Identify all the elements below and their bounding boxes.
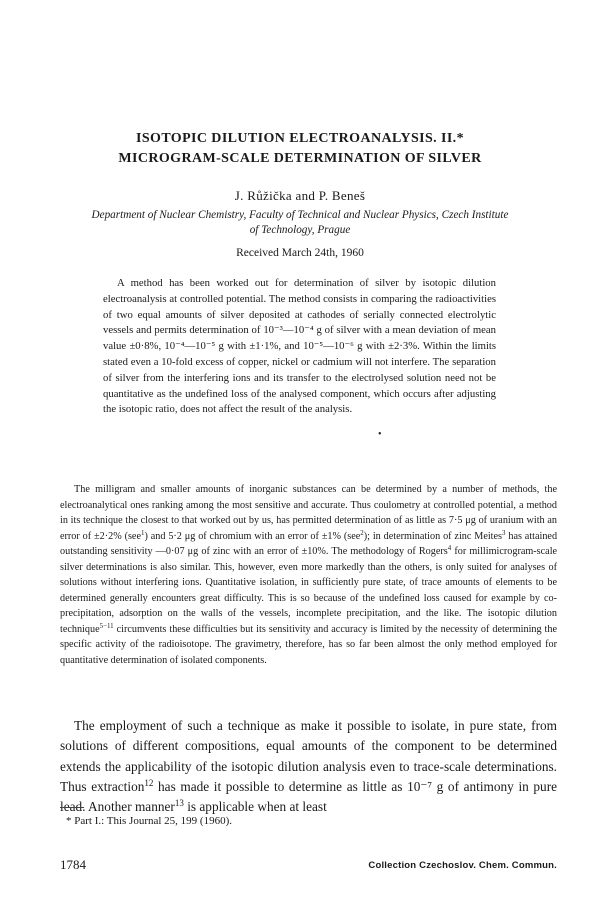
ref-2: 2 bbox=[360, 529, 364, 537]
authors bbox=[60, 188, 540, 204]
author-2: P. Beneš bbox=[318, 188, 366, 203]
ref-13: 13 bbox=[174, 798, 184, 809]
footnote: * Part I.: This Journal 25, 199 (1960). bbox=[66, 815, 233, 827]
affiliation bbox=[60, 208, 540, 238]
title-line-2: MICROGRAM-SCALE DETERMINATION OF SILVER bbox=[118, 151, 482, 166]
affiliation-line-1: Department of Nuclear Chemistry, Faculty of Technical and Nuclear Physics, Czech Institute bbox=[91, 209, 509, 221]
range-2: 10⁻⁴—10⁻⁵ g bbox=[164, 340, 224, 353]
affiliation-line-2: of Technology, Prague bbox=[249, 224, 351, 236]
abstract-paragraph: A method has been worked out for determination of silver by isotopic dilution electroanalysis at controlled potential. The method consists in comparing the radioactivities of two equal amounts of silver deposited at cathodes of serially connected electrolytic vessels and permits determination of 10⁻³—10⁻⁴ g of silver with a mean deviation of mean value ±0·8%, 10⁻⁴—10⁻⁵ g with ±1·1%, and 10⁻⁵—10⁻⁶ g with ±2·3%. Within the limits stated even a 10-fold excess of copper, nickel or cadmium will not interfere. The separation of silver from the interfering ions and its transfer to the electrolysed solution need not be quantitative as the undefined loss of the analysed component, which occurs after adjusting the isotopic ratio, does not affect the result of the analysis. bbox=[103, 277, 497, 416]
article-title bbox=[60, 129, 540, 169]
ref-12: 12 bbox=[144, 777, 154, 788]
title-line-1: ISOTOPIC DILUTION ELECTROANALYSIS. II.* bbox=[136, 131, 464, 146]
range-1: 10⁻³—10⁻⁴ g bbox=[263, 324, 322, 337]
abstract bbox=[103, 276, 496, 418]
body-paragraph-1: The milligram and smaller amounts of inorganic substances can be determined by a number of methods, the electroanalytical ones ranking among the most sensitive and accurate. Thus coulometry at controlled potential, a method in its technique the closest to that worked out by us, has permitted determination of as little as 7·5 μg of uranium with an error of ±2·2% (see$^1$) and 5·2 μg of chromium with an error of ±1% (see$^2$); in determination of zinc Meites$^3$ has attained outstanding sensitivity —0·07 μg of zinc with an error of ±10%. The methodology of Rogers$^4$ for millimicrogram-scale silver determinations is also similar. This, however, even more markedly than the others, is only suited for analyses of solutions without interfering ions. Quantitative isolation, in sufficiently pure state, of trace amounts of elements to be determined generally encounters great difficulty. This is so because of the undefined loss caused for example by co-precipitation, adsorption on the walls of the vessels, incomplete precipitation, and the like. The isotopic dilution technique$^{5-11}$ circumvents these difficulties but its sensitivity and accuracy is limited by the necessity of determining the specific activity of the radioisotope. The gravimetry, therefore, has so far been almost the only method employed for quantitative determination of isolated components. bbox=[60, 484, 558, 666]
author-1: J. Růžička bbox=[234, 188, 292, 203]
authors-and: and bbox=[291, 188, 319, 203]
ref-5-11: 5−11 bbox=[99, 622, 114, 630]
bullet-mark: • bbox=[378, 429, 382, 440]
range-3: 10⁻⁵—10⁻⁶ g bbox=[303, 340, 363, 353]
ref-1: 1 bbox=[140, 529, 145, 537]
page-number: 1784 bbox=[60, 857, 86, 872]
body-paragraph-2: The employment of such a technique as make it possible to isolate, in pure state, from solutions of different compositions, equal amounts of the component to be determined extends the applicability of the isotopic dilution analysis even to trace-scale determinations. Thus extraction$^{12}$ has made it possible to determine as little as 10⁻⁷ g of antimony in pure lead. Another manner$^{13}$ is applicable when at least bbox=[60, 718, 558, 815]
received-date: Received March 24th, 1960 bbox=[236, 247, 364, 259]
deviation-1: ±0·8%, bbox=[129, 340, 162, 353]
ref-4: 4 bbox=[447, 545, 452, 553]
deviation-2: ±1·1%, bbox=[249, 340, 282, 353]
journal-name: Collection Czechoslov. Chem. Commun. bbox=[368, 860, 557, 871]
deviation-3: ±2·3%. bbox=[388, 340, 420, 353]
footnote-rule bbox=[60, 807, 84, 808]
ref-3: 3 bbox=[502, 529, 506, 537]
